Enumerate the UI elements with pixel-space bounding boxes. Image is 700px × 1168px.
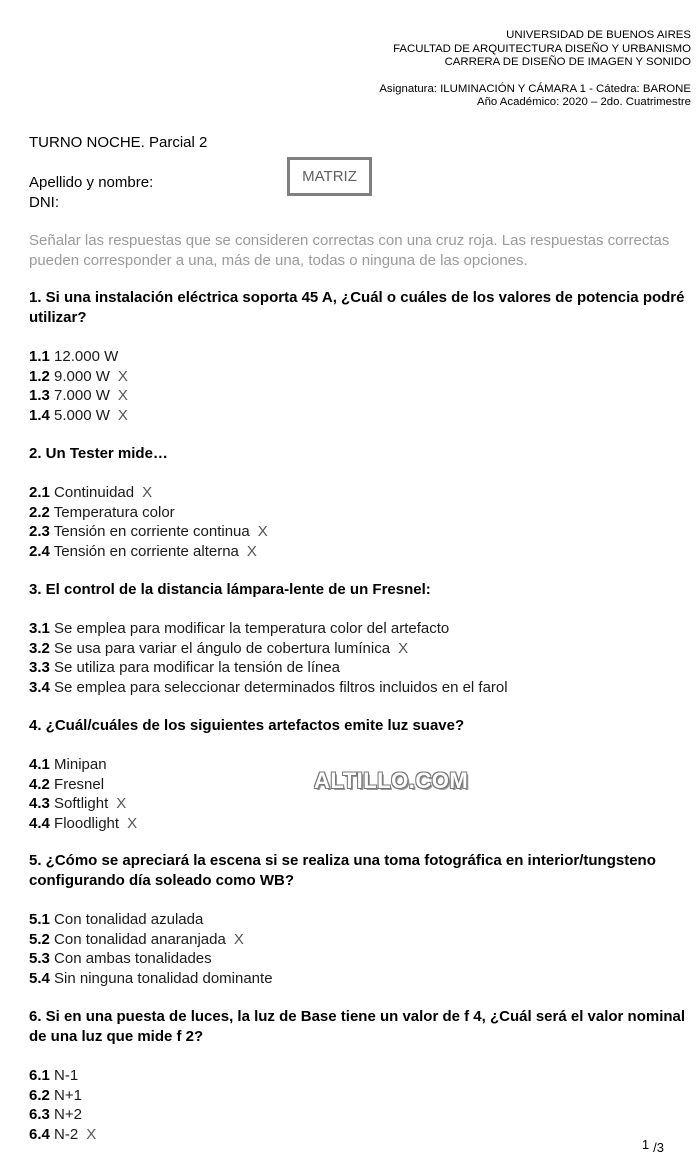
- option-5-2: 5.2 Con tonalidad anaranjada X: [29, 930, 244, 948]
- answer-mark: X: [257, 523, 268, 540]
- option-2-1: 2.1 Continuidad X: [29, 484, 153, 501]
- option-6-1: 6.1 N-1: [29, 1067, 79, 1084]
- name-label: Apellido y nombre:: [29, 174, 154, 191]
- options-3: [29, 619, 516, 697]
- option-3-4: 3.4 Se emplea para seleccionar determinados filtros incluidos en el farol: [29, 678, 508, 696]
- answer-mark: X: [117, 387, 128, 404]
- university-name: UNIVERSIDAD DE BUENOS AIRES: [506, 29, 691, 41]
- student-fields: [29, 173, 153, 213]
- options-4: [29, 755, 137, 833]
- question-6: 6. Si en una puesta de luces, la luz de Base tiene un valor de f 4, ¿Cuál será el valor nominal de una luz que mide f 2?: [29, 1008, 686, 1045]
- options-1: [29, 347, 128, 425]
- option-3-1: 3.1 Se emplea para modificar la temperatura color del artefacto: [29, 620, 450, 637]
- question-2: 2. Un Tester mide…: [29, 445, 168, 462]
- question-4: 4. ¿Cuál/cuáles de los siguientes artefactos emite luz suave?: [29, 717, 465, 734]
- answer-mark: X: [398, 639, 409, 657]
- answer-mark: X: [142, 484, 153, 501]
- matriz-box: [287, 157, 372, 196]
- option-4-3: 4.3 Softlight X: [29, 795, 127, 812]
- faculty-name: FACULTAD DE ARQUITECTURA DISEÑO Y URBANISMO: [393, 42, 691, 55]
- answer-mark: X: [233, 930, 244, 948]
- page-total: /3: [653, 1140, 664, 1155]
- option-6-4: 6.4 N-2 X: [29, 1125, 97, 1143]
- answer-mark: X: [246, 542, 257, 560]
- question-3: 3. El control de la distancia lámpara-lente de un Fresnel:: [29, 581, 431, 598]
- career-name: CARRERA DE DISEÑO DE IMAGEN Y SONIDO: [444, 56, 691, 68]
- altillo-watermark: ALTILLO.COM: [314, 768, 469, 793]
- page-number: 1: [641, 1137, 650, 1152]
- document-header: [379, 29, 691, 110]
- option-1-4: 1.4 5.000 W X: [29, 406, 128, 424]
- option-2-3: 2.3 Tensión en corriente continua X: [29, 523, 268, 540]
- option-5-4: 5.4 Sin ninguna tonalidad dominante: [29, 969, 273, 987]
- question-5: 5. ¿Cómo se apreciará la escena si se realiza una toma fotográfica en interior/tungsteno configurando día soleado como WB?: [29, 852, 656, 889]
- options-6: [29, 1066, 96, 1144]
- option-6-3: 6.3 N+2: [29, 1106, 82, 1123]
- answer-mark: X: [117, 406, 128, 424]
- options-5: [29, 910, 281, 988]
- answer-mark: X: [86, 1125, 97, 1143]
- option-4-1: 4.1 Minipan: [29, 756, 107, 773]
- option-2-2: 2.2 Temperatura color: [29, 503, 175, 521]
- answer-mark: X: [117, 367, 128, 385]
- option-6-2: 6.2 N+1: [29, 1086, 82, 1104]
- question-1: 1. Si una instalación eléctrica soporta 45 A, ¿Cuál o cuáles de los valores de potencia podré utilizar?: [29, 289, 685, 326]
- answer-mark: X: [116, 795, 127, 812]
- option-4-2: 4.2 Fresnel: [29, 775, 105, 793]
- subject-line: Asignatura: ILUMINACIÓN Y CÁMARA 1 - Cátedra: BARONE: [379, 82, 691, 95]
- option-5-1: 5.1 Con tonalidad azulada: [29, 911, 204, 928]
- exam-title: TURNO NOCHE. Parcial 2: [29, 134, 208, 151]
- option-4-4: 4.4 Floodlight X: [29, 814, 138, 832]
- option-1-1: 1.1 12.000 W: [29, 348, 119, 365]
- matriz-label: MATRIZ: [302, 168, 357, 185]
- instructions: Señalar las respuestas que se consideren correctas con una cruz roja. Las respuestas correctas pueden corresponder a una, más de una, todas o ninguna de las opciones.: [29, 232, 670, 269]
- option-1-2: 1.2 9.000 W X: [29, 367, 128, 385]
- academic-year: Año Académico: 2020 – 2do. Cuatrimestre: [476, 96, 691, 108]
- option-3-3: 3.3 Se utiliza para modificar la tensión de línea: [29, 659, 341, 676]
- option-3-2: 3.2 Se usa para variar el ángulo de cobertura lumínica X: [29, 639, 409, 657]
- option-1-3: 1.3 7.000 W X: [29, 387, 128, 404]
- option-2-4: 2.4 Tensión en corriente alterna X: [29, 542, 257, 560]
- dni-label: DNI:: [29, 194, 59, 211]
- options-2: [29, 483, 268, 561]
- answer-mark: X: [127, 814, 138, 832]
- option-5-3: 5.3 Con ambas tonalidades: [29, 950, 212, 967]
- page-indicator: [641, 1137, 664, 1155]
